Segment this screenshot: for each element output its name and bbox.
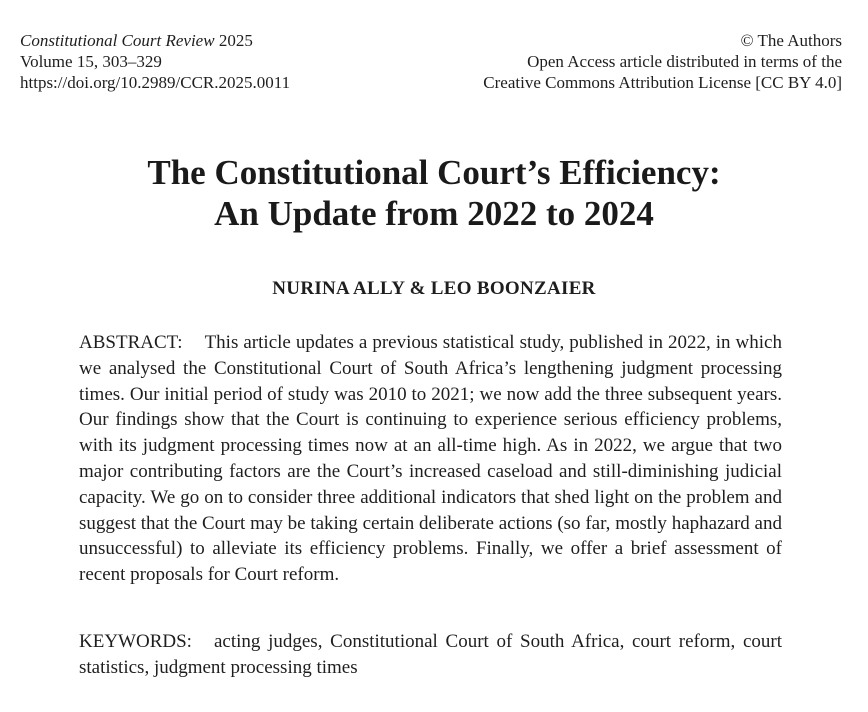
journal-name: Constitutional Court Review <box>20 31 215 50</box>
journal-year: 2025 <box>218 31 253 50</box>
keywords-label: KEYWORDS: <box>79 631 192 652</box>
copyright-notice: © The Authors <box>740 31 842 50</box>
volume-pages: Volume 15, 303–329 <box>20 52 162 71</box>
license-line-2: Creative Commons Attribution License [CC BY 4.0] <box>483 73 842 92</box>
journal-line <box>20 30 290 51</box>
license-line-1: Open Access article distributed in terms of the <box>527 52 842 71</box>
keywords-text: acting judges, Constitutional Court of South Africa, court reform, court statistics, judgment processing times <box>79 631 782 678</box>
license-block <box>483 30 842 93</box>
abstract-label: ABSTRACT: <box>79 332 183 353</box>
citation-block <box>20 30 290 93</box>
abstract-text: This article updates a previous statistical study, published in 2022, in which we analysed the Constitutional Court of South Africa’s lengthening judgment processing times. Our initial period of study was 2010 to 2021; we now add the three subsequent years. Our findings show that the Court is continuing to experience serious efficiency problems, with its judgment processing times now at an all-time high. As in 2022, we argue that two major contributing factors are the Court’s increased caseload and still-diminishing judicial capacity. We go on to consider three additional indicators that shed light on the problem and suggest that the Court may be taking certain deliberate actions (so far, mostly haphazard and unsuccessful) to alleviate its efficiency problems. Finally, we offer a brief assessment of recent proposals for Court reform. <box>79 332 782 586</box>
doi-link[interactable]: https://doi.org/10.2989/CCR.2025.0011 <box>20 73 291 92</box>
article-title <box>0 152 868 234</box>
author-names: NURINA ALLY & LEO BOONZAIER <box>272 278 596 299</box>
title-line-2: An Update from 2022 to 2024 <box>214 194 654 233</box>
abstract-paragraph <box>79 330 782 588</box>
keywords-paragraph <box>79 629 782 681</box>
title-line-1: The Constitutional Court’s Efficiency: <box>147 153 721 192</box>
